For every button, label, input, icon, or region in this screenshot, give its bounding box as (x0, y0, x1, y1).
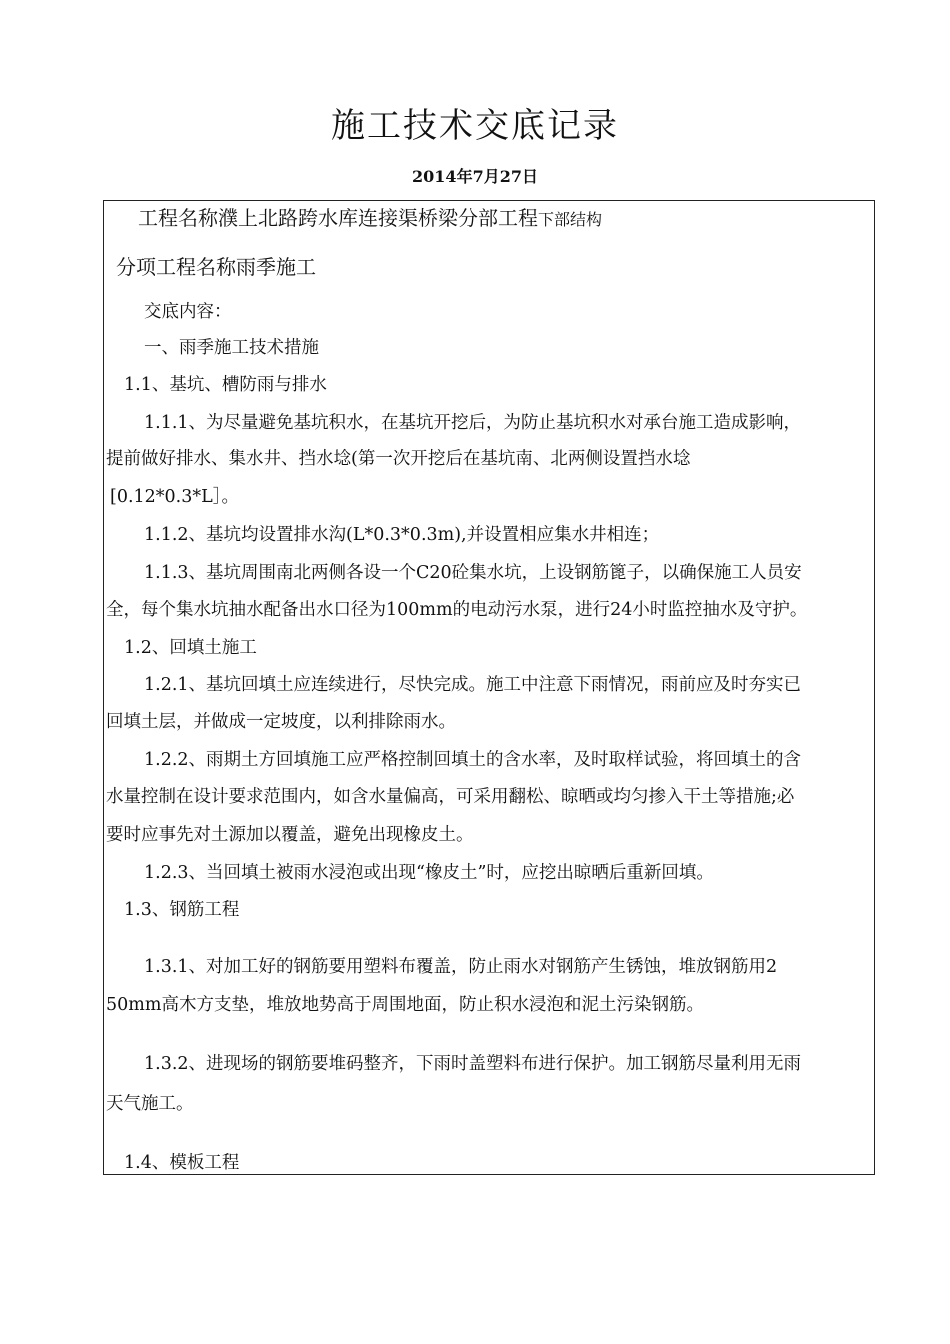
paragraph-line: 1.1.1、为尽量避免基坑积水，在基坑开挖后，为防止基坑积水对承台施工造成影响， (144, 413, 802, 433)
subproject-name-row (116, 253, 316, 281)
project-name-value: 濮上北路跨水库连接渠桥梁分部工程 (218, 206, 538, 230)
section-heading: 一、雨季施工技术措施 (144, 338, 319, 358)
subsection-heading: 1.4、模板工程 (124, 1153, 240, 1173)
project-name-suffix: 下部结构 (538, 210, 603, 229)
paragraph-line: 回填土层，并做成一定坡度，以利排除雨水。 (106, 712, 456, 732)
paragraph-line: 1.2.3、当回填土被雨水浸泡或出现“橡皮土”时，应挖出晾晒后重新回填。 (144, 863, 714, 883)
subproject-name-label: 分项工程名称 (116, 255, 236, 279)
paragraph-line: 全，每个集水坑抽水配备出水口径为100mm的电动污水泵，进行24小时监控抽水及守护。 (106, 600, 808, 620)
paragraph-line: 1.3.1、对加工好的钢筋要用塑料布覆盖，防止雨水对钢筋产生锈蚀，堆放钢筋用2 (144, 957, 778, 977)
subproject-name-value: 雨季施工 (236, 255, 316, 279)
paragraph-line: 1.2.1、基坑回填土应连续进行，尽快完成。施工中注意下雨情况，雨前应及时夯实已 (144, 675, 802, 695)
paragraph-line: 1.1.3、基坑周围南北两侧各设一个C20砼集水坑，上设钢筋篦子，以确保施工人员安 (144, 563, 802, 583)
subsection-heading: 1.3、钢筋工程 (124, 900, 240, 920)
disclosure-content-heading: 交底内容： (144, 302, 232, 322)
paragraph-line: 水量控制在设计要求范围内，如含水量偏高，可采用翻松、晾晒或均匀掺入干土等措施;必 (106, 787, 795, 807)
project-name-row (138, 204, 602, 234)
paragraph-line: 要时应事先对土源加以覆盖，避免出现橡皮土。 (106, 825, 474, 845)
paragraph-line: 50mm高木方支垫，堆放地势高于周围地面，防止积水浸泡和泥土污染钢筋。 (106, 995, 704, 1015)
paragraph-line: 1.1.2、基坑均设置排水沟(L*0.3*0.3m),并设置相应集水井相连； (144, 525, 660, 545)
paragraph-line: 提前做好排水、集水井、挡水埝(第一次开挖后在基坑南、北两侧设置挡水埝 (106, 449, 691, 469)
project-name-label: 工程名称 (138, 206, 218, 230)
document-date: 2014年7月27日 (412, 167, 538, 186)
subsection-heading: 1.1、基坑、槽防雨与排水 (124, 375, 327, 395)
paragraph-line: 1.2.2、雨期土方回填施工应严格控制回填土的含水率，及时取样试验，将回填土的含 (144, 750, 802, 770)
subsection-heading: 1.2、回填土施工 (124, 638, 257, 658)
document-title: 施工技术交底记录 (331, 106, 619, 146)
paragraph-line: 天气施工。 (106, 1094, 194, 1114)
paragraph-line: 1.3.2、进现场的钢筋要堆码整齐，下雨时盖塑料布进行保护。加工钢筋尽量利用无雨 (144, 1054, 802, 1074)
paragraph-line: [0.12*0.3*L］。 (110, 487, 239, 507)
disclosure-content-box (103, 200, 875, 1175)
